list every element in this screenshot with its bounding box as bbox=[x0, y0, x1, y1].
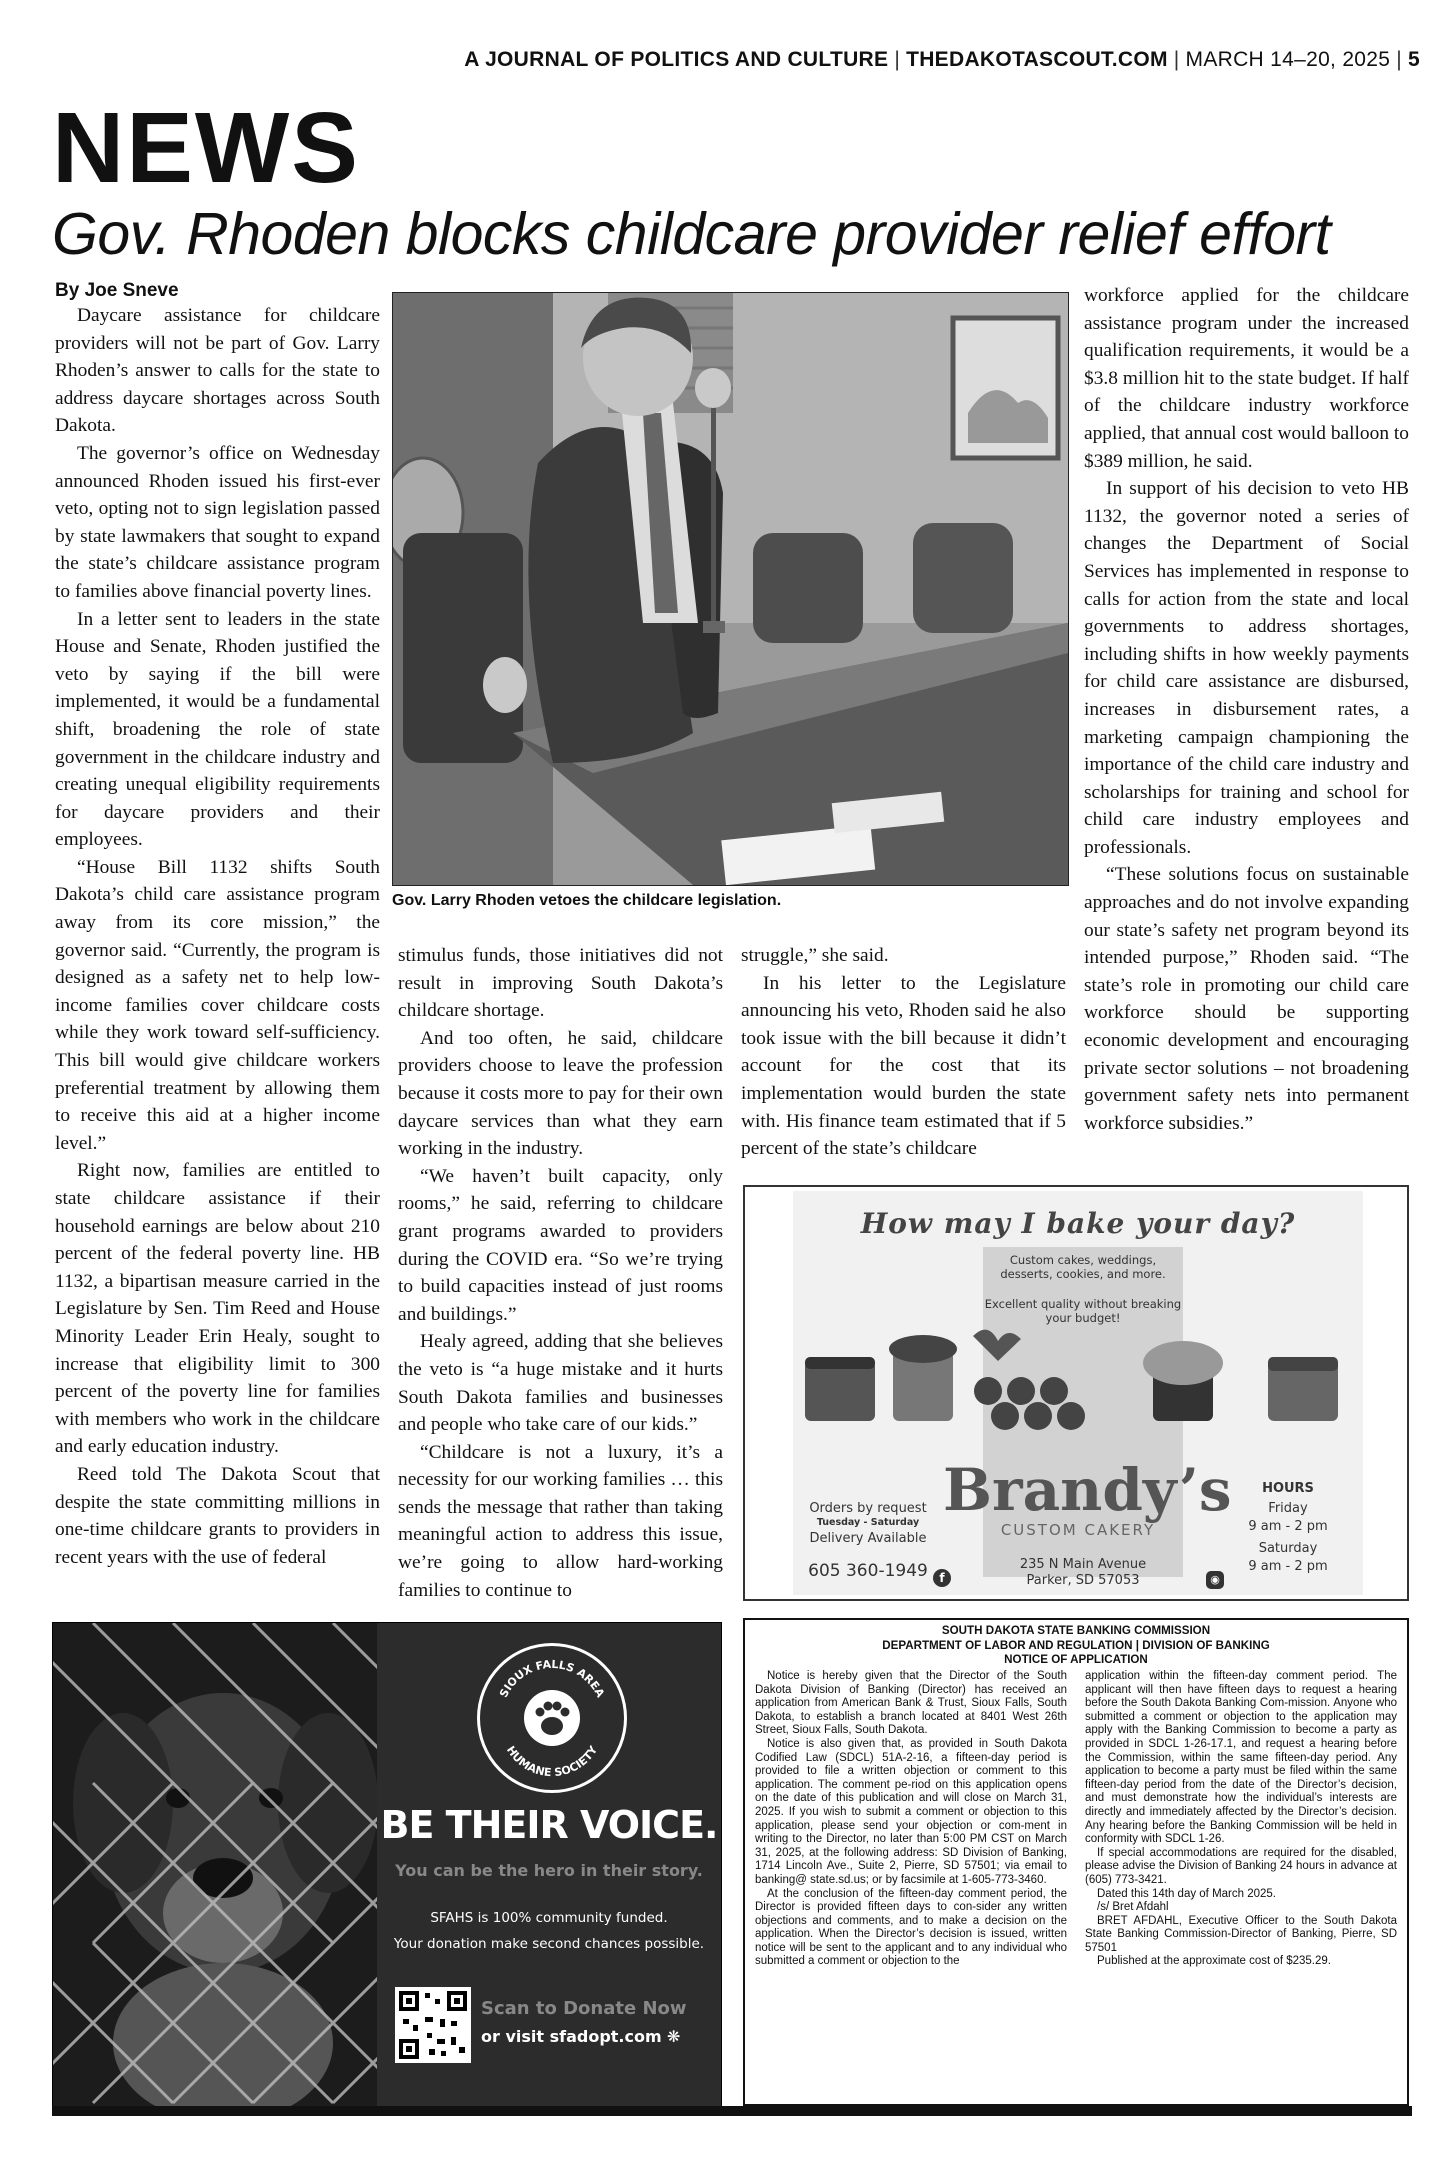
byline: By Joe Sneve bbox=[55, 280, 179, 301]
humane-society-ad[interactable] bbox=[52, 1622, 722, 2108]
bakery-address-2: Parker, SD 57053 bbox=[1026, 1573, 1140, 1588]
masthead-tagline: A JOURNAL OF POLITICS AND CULTURE bbox=[464, 48, 889, 71]
humane-headline: BE THEIR VOICE. bbox=[380, 1803, 718, 1847]
paw-icon: ❋ bbox=[667, 2027, 681, 2046]
orders-label: Orders by request bbox=[809, 1501, 927, 1516]
delivery-label: Delivery Available bbox=[809, 1531, 927, 1546]
paragraph: In his letter to the Legislature announcing his veto, Rhoden said he also took issue with the bill because it didn’t account for the cost that its implementation would burden the state with. His finance team estimated that if 5 percent of the state’s childcare bbox=[741, 972, 1066, 1160]
legal-paragraph: application within the fifteen-day comment period. The applicant will then have fifteen days to request a hearing before the South Dakota Banking Com-mission. Anyone who submitted a comment or objection to the application may apply with the Banking Commission to become a party as provided in SDCL 1-26-17.1, and request a hearing before the Commission, within the same fifteen-day period. Any application to become a party must be filed within the same fifteen-day period from the date of the Director’s decision, and must demonstrate how the individual’s interests are directly and immediately affected by the Director’s decision. Any hearing before the Banking Commission will be held in conformity with SDCL 1-26. bbox=[1085, 1670, 1397, 1846]
bakery-brand-sub: CUSTOM CAKERY bbox=[1000, 1521, 1156, 1539]
bakery-ad[interactable] bbox=[743, 1185, 1409, 1601]
photo-illustration bbox=[393, 293, 1068, 885]
paragraph: Healy agreed, adding that she believes the veto is “a huge mistake and it hurts South Dakota families and businesses and people who take care of our kids.” bbox=[398, 1331, 723, 1436]
paragraph: “These solutions focus on sustainable approaches and do not involve expanding our state’s safety net program beyond its intended purpose,” Rhoden said. “The state’s role in promoting our child care workforce should be supporting economic development and encouraging private sector solutions – not broadening government safety nets into permanent workforce subsidies.” bbox=[1084, 864, 1409, 1134]
bakery-ad-panel bbox=[793, 1191, 1363, 1595]
masthead-date: MARCH 14–20, 2025 bbox=[1185, 48, 1391, 71]
legal-head-3: NOTICE OF APPLICATION bbox=[1004, 1653, 1148, 1666]
paragraph: “Childcare is not a luxury, it’s a necessity for our working families … this sends the message that rather than taking meaningful action to address this issue, we’re going to allow hard-working families to continue to bbox=[398, 1441, 723, 1601]
humane-funded: SFAHS is 100% community funded. bbox=[430, 1910, 668, 1926]
masthead-site: THEDAKOTASCOUT.COM bbox=[906, 48, 1168, 71]
bakery-address-1: 235 N Main Avenue bbox=[1019, 1557, 1147, 1572]
hours-day-1: Friday bbox=[1268, 1501, 1308, 1516]
paragraph: “We haven’t built capacity, only rooms,” he said, referring to childcare grant programs awarded to providers during the COVID era. “So we’re trying to build capacities instead of just rooms and buildings.” bbox=[398, 1165, 723, 1325]
seal-top-text: SIOUX FALLS AREA bbox=[497, 1657, 607, 1700]
legal-paragraph: Published at the approximate cost of $235.29. bbox=[1097, 1955, 1331, 1968]
article-column-1 bbox=[55, 302, 380, 1571]
legal-notice-header bbox=[745, 1624, 1407, 1668]
facebook-icon[interactable]: f bbox=[933, 1569, 951, 1587]
paragraph: The governor’s office on Wednesday announced Rhoden issued his first-ever veto, opting not to sign legislation passed by state lawmakers that sought to expand the state’s childcare assistance program to families above financial poverty lines. bbox=[55, 442, 380, 602]
paragraph: struggle,” she said. bbox=[741, 945, 889, 966]
paragraph: In a letter sent to leaders in the state House and Senate, Rhoden justified the veto by saying if the bill were implemented, it would be a fundamental shift, broadening the role of state government in the childcare industry and creating unequal eligibility requirements for daycare providers and their employees. bbox=[55, 608, 380, 851]
scan-to-donate: Scan to Donate Now bbox=[481, 1998, 687, 2019]
paragraph: Reed told The Dakota Scout that despite the state committing millions in one-time childcare grants to providers in recent years with the use of federal bbox=[55, 1463, 380, 1568]
bakery-title: How may I bake your day? bbox=[860, 1207, 1296, 1240]
humane-society-seal bbox=[477, 1643, 627, 1793]
instagram-icon[interactable]: ◉ bbox=[1206, 1571, 1224, 1589]
legal-head-2: DEPARTMENT OF LABOR AND REGULATION | DIVISION OF BANKING bbox=[882, 1638, 1270, 1652]
legal-paragraph: Notice is also given that, as provided in South Dakota Codified Law (SDCL) 51A-2-16, a fifteen-day period is provided to file a written objection or comment to this application. The comment pe-riod on this application opens on the date of this publication and will close on March 31, 2025. If you wish to submit a comment or objection to this application, please send your objection or com-ment in writing to the Director, no later than 5:00 PM CST on March 31, 2025, at the following address: SD Division of Banking, 1714 Lincoln Ave., Suite 2, Pierre, SD 57501; via email to banking@ state.sd.us; or by facsimile at 1-605-773-3460. bbox=[755, 1737, 1067, 1886]
article-headline: Gov. Rhoden blocks childcare provider relief effort bbox=[52, 201, 1331, 267]
humane-subheadline: You can be the hero in their story. bbox=[395, 1861, 703, 1880]
humane-ad-panel bbox=[377, 1623, 721, 2107]
masthead: A JOURNAL OF POLITICS AND CULTURE | THEDAKOTASCOUT.COM | MARCH 14–20, 2025 | 5 bbox=[464, 48, 1420, 71]
article-column-4 bbox=[1084, 282, 1409, 1137]
legal-paragraph: BRET AFDAHL, Executive Officer to the South Dakota State Banking Commission-Director of Banking, Pierre, SD 57501 bbox=[1085, 1914, 1397, 1954]
hours-day-2: Saturday bbox=[1258, 1541, 1318, 1556]
article-photo bbox=[392, 292, 1069, 886]
paragraph: In support of his decision to veto HB 1132, the governor noted a series of changes the Department of Social Services has implemented in response to calls for action from the state and local governments to address shortages, including shifts in how weekly payments for child care assistance are disbursed, increases in disbursement rates, a marketing campaign championing the importance of the child care industry and scholarships for training and school for child care industry employees and professionals. bbox=[1084, 478, 1409, 858]
paragraph: Daycare assistance for childcare providers will not be part of Gov. Larry Rhoden’s answer to calls for the state to address daycare shortages across South Dakota. bbox=[55, 305, 380, 437]
hours-time-1: 9 am - 2 pm bbox=[1248, 1519, 1328, 1534]
bakery-quality: Excellent quality without breaking your budget! bbox=[984, 1297, 1182, 1325]
article-column-2 bbox=[398, 942, 723, 1604]
article-column-3 bbox=[741, 942, 1066, 1163]
legal-head-1: SOUTH DAKOTA STATE BANKING COMMISSION bbox=[941, 1624, 1211, 1637]
orders-days: Tuesday - Saturday bbox=[816, 1517, 920, 1528]
legal-paragraph: /s/ Bret Afdahl bbox=[1097, 1901, 1169, 1914]
bakery-services: Custom cakes, weddings, desserts, cookies, and more. bbox=[1000, 1253, 1166, 1281]
dog-photo bbox=[53, 1623, 377, 2107]
legal-paragraph: Dated this 14th day of March 2025. bbox=[1097, 1887, 1276, 1900]
page-number: 5 bbox=[1408, 48, 1420, 71]
svg-text:HUMANE SOCIETY bbox=[504, 1743, 601, 1779]
legal-paragraph: If special accommodations are required for the disabled, please advise the Division of Banking 24 hours in advance at (605) 773-3421. bbox=[1085, 1846, 1397, 1886]
bakery-brand: Brandy’s bbox=[943, 1456, 1232, 1524]
hours-time-2: 9 am - 2 pm bbox=[1248, 1559, 1328, 1574]
legal-paragraph: At the conclusion of the fifteen-day comment period, the Director is provided fifteen days to con-sider any written objections and comments, and to make a decision on the application. When the Director’s decision is issued, written notice will be sent to the applicant and to any individual who submitted a comment or objection to the bbox=[755, 1887, 1067, 1968]
qr-code[interactable] bbox=[395, 1987, 471, 2063]
paragraph: Right now, families are entitled to state childcare assistance if their household earnings are below about 210 percent of the federal poverty line. HB 1132, a bipartisan measure carried in the Legislature by Sen. Tim Reed and House Minority Leader Erin Healy, sought to increase that eligibility limit to 300 percent of the poverty line for families with members who work in the childcare and early education industry. bbox=[55, 1160, 380, 1458]
photo-caption: Gov. Larry Rhoden vetoes the childcare legislation. bbox=[392, 892, 782, 909]
hours-title: HOURS bbox=[1262, 1481, 1314, 1496]
visit-website[interactable]: or visit sfadopt.com bbox=[481, 2027, 662, 2046]
paragraph: And too often, he said, childcare providers choose to leave the profession because it costs more to pay for their own daycare services than what they earn working in the industry. bbox=[398, 1027, 723, 1160]
bottom-rule bbox=[52, 2106, 1412, 2116]
legal-notice bbox=[743, 1618, 1409, 2106]
humane-donation: Your donation make second chances possible. bbox=[393, 1936, 705, 1952]
cakes-illustration bbox=[793, 1321, 1363, 1461]
paragraph: stimulus funds, those initiatives did not result in improving South Dakota’s childcare shortage. bbox=[398, 945, 723, 1022]
legal-column-2 bbox=[1085, 1670, 1397, 1969]
seal-bottom-text: HUMANE SOCIETY bbox=[503, 1743, 601, 1780]
section-title: NEWS bbox=[52, 92, 360, 204]
legal-paragraph: Notice is hereby given that the Director of the South Dakota Division of Banking (Director) has received an application from American Bank & Trust, Sioux Falls, South Dakota, to establish a branch located at 8401 West 26th Street, Sioux Falls, South Dakota. bbox=[755, 1670, 1067, 1737]
paragraph: “House Bill 1132 shifts South Dakota’s child care assistance program away from its core mission,” the governor said. “Currently, the program is designed as a safety net to help low-income families cover childcare costs while they work toward self-sufficiency. This bill would give childcare workers preferential treatment by allowing them to receive this aid at a higher income level.” bbox=[55, 856, 380, 1154]
legal-column-1 bbox=[755, 1670, 1067, 1969]
bakery-phone[interactable]: 605 360-1949 bbox=[808, 1561, 928, 1581]
paragraph: workforce applied for the childcare assistance program under the increased qualification requirements, it would be a $3.8 million hit to the state budget. If half of the childcare industry workforce applied, that annual cost would balloon to $389 million, he said. bbox=[1084, 285, 1409, 472]
